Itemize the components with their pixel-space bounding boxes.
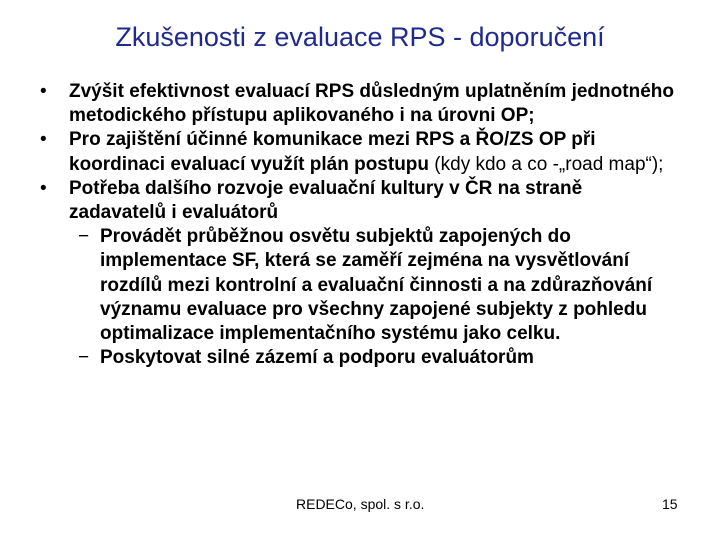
sub-bullet-item bbox=[40, 225, 680, 346]
bullet-list bbox=[40, 80, 680, 370]
sub-bullet-marker: − bbox=[78, 226, 90, 248]
bullet-text: (kdy kdo a co -„road map“); bbox=[429, 153, 664, 175]
sub-bullet-marker: − bbox=[78, 347, 90, 369]
page-number: 15 bbox=[662, 496, 678, 512]
bullet-item bbox=[40, 80, 680, 128]
bullet-marker: • bbox=[40, 81, 47, 102]
slide-title: Zkušenosti z evaluace RPS - doporučení bbox=[115, 22, 605, 52]
bullet-item bbox=[40, 128, 680, 176]
bullet-marker: • bbox=[40, 177, 47, 199]
bullet-text-bold: Potřeba dalšího rozvoje evaluační kultury v ČR na straně zadavatelů i evaluátorů bbox=[69, 177, 583, 224]
bullet-marker: • bbox=[40, 129, 47, 151]
sub-bullet-item bbox=[40, 346, 680, 370]
footer-company: REDECo, spol. s r.o. bbox=[296, 496, 425, 512]
sub-bullet-text: Poskytovat silné zázemí a podporu evaluátorům bbox=[100, 347, 534, 369]
bullet-text-bold: Zvýšit efektivnost evaluací RPS důsledným uplatněním jednotného metodického přístupu aplikovaného i na úrovni OP; bbox=[69, 81, 674, 127]
sub-bullet-text: Provádět průběžnou osvětu subjektů zapojených do implementace SF, která se zaměří zejména na vysvětlování rozdílů mezi kontrolní a evaluační činnosti a na zdůrazňování významu evaluace pro všechny zapojené subjekty z pohledu optimalizace implementačního systému jako celku. bbox=[100, 226, 653, 345]
bullet-text-bold: Pro zajištění účinné komunikace mezi RPS a ŘO/ZS OP při koordinaci evaluací využít plán postupu bbox=[69, 129, 596, 175]
bullet-item bbox=[40, 177, 680, 225]
